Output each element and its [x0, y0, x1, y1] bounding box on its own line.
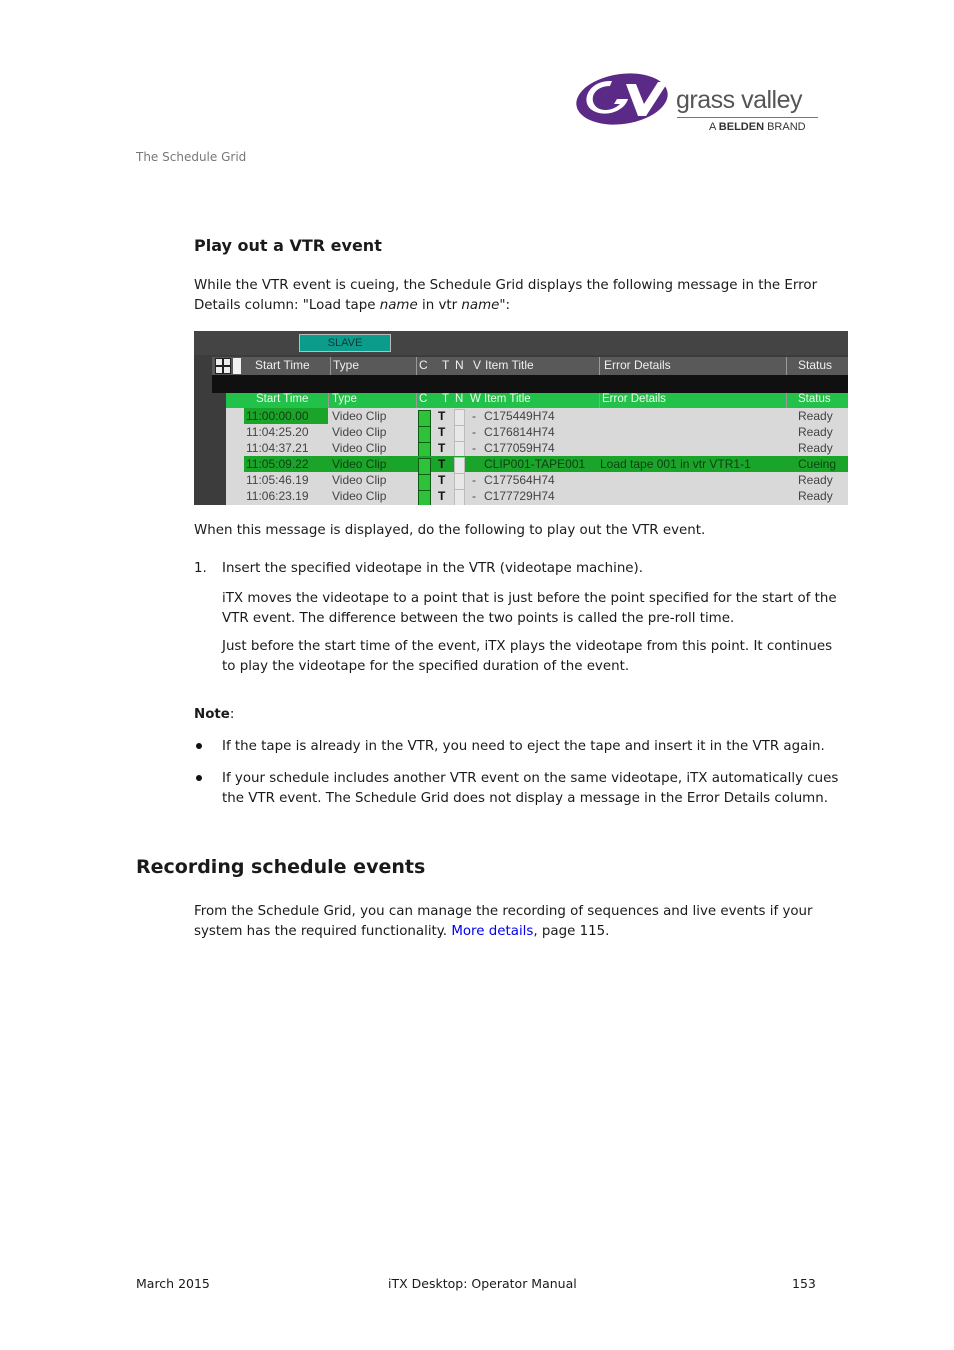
- inner-col-w: W: [470, 393, 481, 405]
- step-1-paragraph-1: iTX moves the videotape to a point that is just before the point specified for the start of the VTR event. The difference between the two points is called the pre-roll time.: [222, 591, 837, 626]
- cell-t: T: [438, 473, 446, 487]
- cell-status: Ready: [798, 425, 833, 439]
- grid-layout-icon[interactable]: [215, 358, 231, 374]
- cell-item-title: C175449H74: [484, 409, 555, 423]
- cell-item-title: CLIP001-TAPE001: [484, 457, 586, 471]
- col-n: N: [455, 358, 464, 372]
- note-1: If the tape is already in the VTR, you need to eject the tape and insert it in the VTR again.: [222, 739, 825, 754]
- recording-paragraph: From the Schedule Grid, you can manage the recording of sequences and live events if your system has the required functionality. More details, page 115.: [194, 904, 813, 939]
- after-screenshot-text: When this message is displayed, do the following to play out the VTR event.: [194, 523, 706, 538]
- logo-brand-line: A BELDEN BRAND: [709, 121, 806, 133]
- col-type: Type: [333, 358, 360, 372]
- logo-divider: [677, 117, 818, 118]
- section-title-play-out: Play out a VTR event: [194, 236, 382, 255]
- col-t: T: [442, 358, 450, 372]
- screenshot-toolbar: [194, 331, 848, 355]
- outer-grid-header: [212, 357, 848, 375]
- cell-status: Ready: [798, 489, 833, 503]
- cell-n: -: [472, 425, 476, 439]
- cell-start-time: 11:04:25.20: [246, 425, 309, 439]
- cell-start-time: 11:06:23.19: [246, 489, 309, 503]
- cell-n: -: [472, 409, 476, 423]
- section-title-recording: Recording schedule events: [136, 856, 426, 878]
- col-start-time: Start Time: [255, 358, 310, 372]
- col-status: Status: [798, 358, 833, 372]
- inner-grid-header: [226, 393, 848, 408]
- cell-n: -: [472, 473, 476, 487]
- step-1-paragraph-2: Just before the start time of the event, iTX plays the videotape from this point. It continues to play the videotape for the specified duration of the event.: [222, 639, 833, 674]
- inner-col-c: C: [419, 393, 428, 405]
- cell-item-title: C177059H74: [484, 441, 555, 455]
- inner-col-n: N: [455, 393, 464, 405]
- step-1-number: 1.: [194, 561, 207, 576]
- cell-t: T: [438, 425, 446, 439]
- cell-type: Video Clip: [332, 473, 387, 487]
- table-row[interactable]: [244, 408, 848, 424]
- table-row[interactable]: [244, 456, 848, 472]
- cell-item-title: C177729H74: [484, 489, 555, 503]
- table-row[interactable]: [244, 424, 848, 440]
- table-row[interactable]: [244, 440, 848, 456]
- cell-type: Video Clip: [332, 409, 387, 423]
- note-2: If your schedule includes another VTR event on the same videotape, iTX automatically cues the VTR event. The Schedule Grid does not display a message in the Error Details column.: [222, 771, 839, 806]
- cell-status: Ready: [798, 409, 833, 423]
- slave-button[interactable]: SLAVE: [299, 334, 391, 352]
- footer-date: March 2015: [136, 1276, 210, 1291]
- cell-t: T: [438, 441, 446, 455]
- cell-type: Video Clip: [332, 489, 387, 503]
- footer-page-number: 153: [792, 1276, 816, 1291]
- running-head: The Schedule Grid: [136, 150, 247, 164]
- bullet-2: [196, 775, 202, 781]
- inner-col-error-details: Error Details: [602, 393, 666, 405]
- cell-type: Video Clip: [332, 441, 387, 455]
- cell-start-time: 11:05:46.19: [246, 473, 309, 487]
- step-1-text: Insert the specified videotape in the VTR (videotape machine).: [222, 561, 644, 576]
- table-row[interactable]: [244, 472, 848, 488]
- cell-n: -: [472, 489, 476, 503]
- cell-error-details: Load tape 001 in vtr VTR1-1: [600, 457, 751, 471]
- inner-col-start-time: Start Time: [256, 393, 309, 405]
- grid-separator-bar: [212, 375, 848, 393]
- cell-item-title: C177564H74: [484, 473, 555, 487]
- cell-status: Ready: [798, 473, 833, 487]
- schedule-grid-screenshot: [194, 331, 848, 505]
- intro-paragraph: While the VTR event is cueing, the Schedule Grid displays the following message in the Error Details column: "Load tape name in vtr name":: [194, 278, 818, 313]
- cell-status: Ready: [798, 441, 833, 455]
- col-v: V: [473, 358, 482, 372]
- cell-type: Video Clip: [332, 457, 387, 471]
- cell-t: T: [438, 489, 446, 503]
- inner-col-status: Status: [798, 393, 831, 405]
- footer-title: iTX Desktop: Operator Manual: [388, 1276, 577, 1291]
- cell-t: T: [438, 457, 446, 471]
- cell-type: Video Clip: [332, 425, 387, 439]
- table-row[interactable]: [244, 488, 848, 504]
- cell-status: Cueing: [798, 457, 837, 471]
- cell-n: -: [472, 441, 476, 455]
- more-details-link[interactable]: More details: [451, 924, 534, 939]
- cell-item-title: C176814H74: [484, 425, 555, 439]
- col-error-details: Error Details: [604, 358, 671, 372]
- inner-col-type: Type: [332, 393, 357, 405]
- col-item-title: Item Title: [485, 358, 534, 372]
- cell-start-time: 11:05:09.22: [246, 457, 309, 471]
- cell-start-time: 11:00:00.00: [246, 409, 309, 423]
- note-label: Note:: [194, 707, 235, 722]
- panel-toggle-icon[interactable]: [233, 358, 241, 374]
- logo-wordmark: grass valley: [676, 86, 802, 114]
- inner-col-t: T: [442, 393, 450, 405]
- inner-col-item-title: Item Title: [484, 393, 531, 405]
- cell-t: T: [438, 409, 446, 423]
- n-flag-icon: [454, 489, 465, 505]
- col-c: C: [419, 358, 428, 372]
- bullet-1: [196, 743, 202, 749]
- cell-start-time: 11:04:37.21: [246, 441, 309, 455]
- cue-checkbox-icon[interactable]: [418, 490, 431, 505]
